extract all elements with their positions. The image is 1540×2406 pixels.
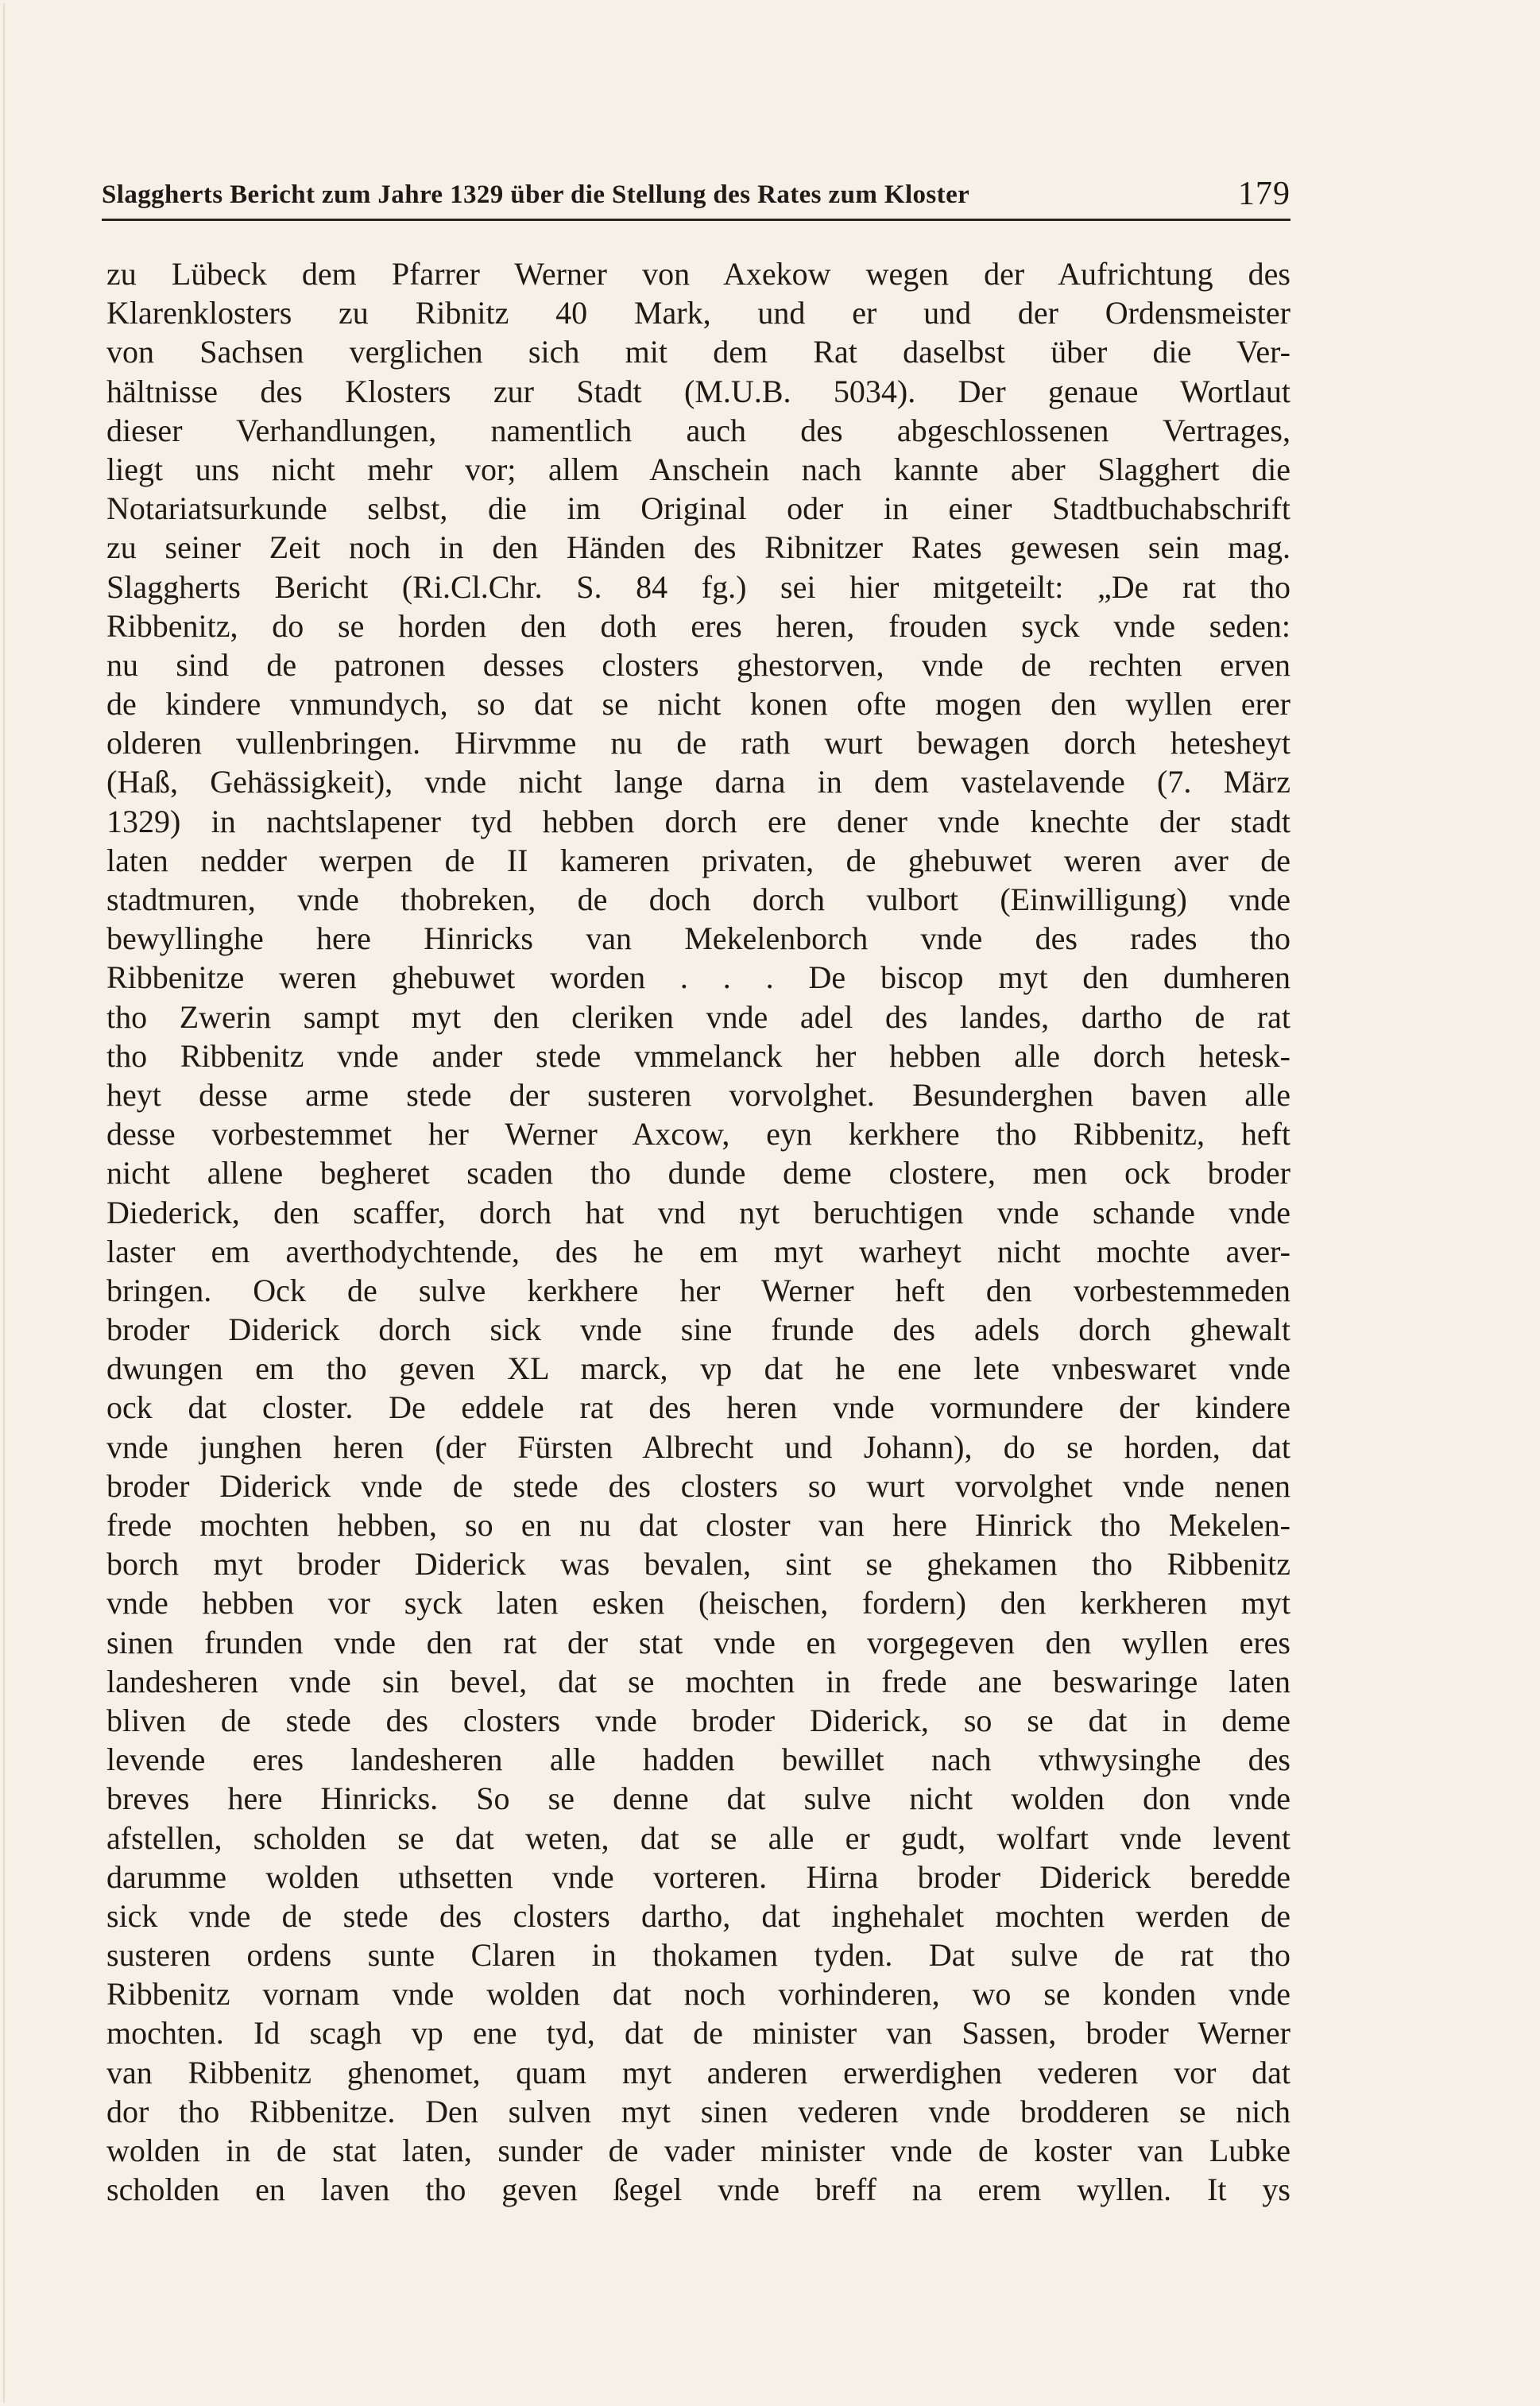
running-head bbox=[102, 172, 1290, 216]
text-line: borch myt broder Diderick was bevalen, sint se ghekamen tho Ribbenitz bbox=[106, 1546, 1290, 1583]
text-line: nu sind de patronen desses closters ghestorven, vnde de rechten erven bbox=[106, 646, 1290, 683]
text-line: bliven de stede des closters vnde broder Diderick, so se dat in deme bbox=[106, 1702, 1290, 1738]
body-text bbox=[106, 254, 1290, 2209]
text-line: darumme wolden uthsetten vnde vorteren. Hirna broder Diderick beredde bbox=[106, 1858, 1290, 1895]
text-line: liegt uns nicht mehr vor; allem Anschein nach kannte aber Slagghert die bbox=[106, 451, 1290, 487]
text-line: van Ribbenitz ghenomet, quam myt anderen erwerdighen vederen vor dat bbox=[106, 2054, 1290, 2090]
text-line: ock dat closter. De eddele rat des heren vnde vormundere der kindere bbox=[106, 1389, 1290, 1426]
text-line: sinen frunden vnde den rat der stat vnde en vorgegeven den wyllen eres bbox=[106, 1624, 1290, 1660]
text-line: Notariatsurkunde selbst, die im Original oder in einer Stadtbuchabschrift bbox=[106, 490, 1290, 527]
text-line: heyt desse arme stede der susteren vorvolghet. Besunderghen baven alle bbox=[106, 1076, 1290, 1113]
text-line: laten nedder werpen de II kameren privaten, de ghebuwet weren aver de bbox=[106, 842, 1290, 878]
text-line: (Haß, Gehässigkeit), vnde nicht lange darna in dem vastelavende (7. März bbox=[106, 764, 1290, 800]
text-line: tho Ribbenitz vnde ander stede vmmelanck her hebben alle dorch hetesk- bbox=[106, 1037, 1290, 1074]
text-line: levende eres landesheren alle hadden bewillet nach vthwysinghe des bbox=[106, 1742, 1290, 1778]
text-line: wolden in de stat laten, sunder de vader minister vnde de koster van Lubke bbox=[106, 2133, 1290, 2168]
text-line: de kindere vnmundych, so dat se nicht konen ofte mogen den wyllen erer bbox=[106, 686, 1290, 723]
text-line: zu seiner Zeit noch in den Händen des Ribnitzer Rates gewesen sein mag. bbox=[106, 529, 1290, 566]
text-line: scholden en laven tho geven ßegel vnde breff na erem wyllen. It ys bbox=[106, 2172, 1290, 2208]
text-line: Slaggherts Bericht (Ri.Cl.Chr. S. 84 fg.) sei hier mitgeteilt: „De rat tho bbox=[106, 568, 1290, 605]
text-line: breves here Hinricks. So se denne dat sulve nicht wolden don vnde bbox=[106, 1780, 1290, 1817]
text-line: bewyllinghe here Hinricks van Mekelenborch vnde des rades tho bbox=[106, 920, 1290, 957]
text-line: sick vnde de stede des closters dartho, dat inghehalet mochten werden de bbox=[106, 1897, 1290, 1934]
text-line: Klarenklosters zu Ribnitz 40 Mark, und er und der Ordensmeister bbox=[106, 295, 1290, 331]
text-line: broder Diderick vnde de stede des closters so wurt vorvolghet vnde nenen bbox=[106, 1467, 1290, 1504]
running-head-title: Slaggherts Bericht zum Jahre 1329 über die Stellung des Rates zum Kloster bbox=[102, 180, 970, 209]
text-line: olderen vullenbringen. Hirvmme nu de rath wurt bewagen dorch hetesheyt bbox=[106, 725, 1290, 761]
text-line: Ribbenitz, do se horden den doth eres heren, frouden syck vnde seden: bbox=[106, 607, 1290, 644]
text-line: von Sachsen verglichen sich mit dem Rat daselbst über die Ver- bbox=[106, 334, 1290, 370]
text-line: Ribbenitz vornam vnde wolden dat noch vorhinderen, wo se konden vnde bbox=[106, 1976, 1290, 2013]
text-line: 1329) in nachtslapener tyd hebben dorch ere dener vnde knechte der stadt bbox=[106, 803, 1290, 839]
text-line: broder Diderick dorch sick vnde sine frunde des adels dorch ghewalt bbox=[106, 1311, 1290, 1348]
text-line: vnde hebben vor syck laten esken (heischen, fordern) den kerkheren myt bbox=[106, 1585, 1290, 1621]
text-line: laster em averthodychtende, des he em myt warheyt nicht mochte aver- bbox=[106, 1233, 1290, 1269]
text-line: dieser Verhandlungen, namentlich auch des abgeschlossenen Vertrages, bbox=[106, 412, 1290, 448]
text-line: bringen. Ock de sulve kerkhere her Werner heft den vorbestemmeden bbox=[106, 1272, 1290, 1308]
text-line: frede mochten hebben, so en nu dat closter van here Hinrick tho Mekelen- bbox=[106, 1507, 1290, 1543]
header-rule bbox=[102, 219, 1290, 221]
text-line: desse vorbestemmet her Werner Axcow, eyn kerkhere tho Ribbenitz, heft bbox=[106, 1116, 1290, 1153]
text-line: landesheren vnde sin bevel, dat se mochten in frede ane beswaringe laten bbox=[106, 1663, 1290, 1699]
text-line: afstellen, scholden se dat weten, dat se alle er gudt, wolfart vnde levent bbox=[106, 1819, 1290, 1856]
text-line: dor tho Ribbenitze. Den sulven myt sinen vederen vnde brodderen se nich bbox=[106, 2093, 1290, 2129]
text-line: tho Zwerin sampt myt den cleriken vnde adel des landes, dartho de rat bbox=[106, 998, 1290, 1035]
text-line: Ribbenitze weren ghebuwet worden . . . De biscop myt den dumheren bbox=[106, 959, 1290, 996]
text-line: mochten. Id scagh vp ene tyd, dat de minister van Sassen, broder Werner bbox=[106, 2015, 1290, 2051]
text-line: vnde junghen heren (der Fürsten Albrecht und Johann), do se horden, dat bbox=[106, 1428, 1290, 1465]
page-number: 179 bbox=[1238, 176, 1290, 212]
text-line: stadtmuren, vnde thobreken, de doch dorch vulbort (Einwilligung) vnde bbox=[106, 881, 1290, 917]
text-line: nicht allene begheret scaden tho dunde deme clostere, men ock broder bbox=[106, 1155, 1290, 1191]
text-line: Diederick, den scaffer, dorch hat vnd nyt beruchtigen vnde schande vnde bbox=[106, 1194, 1290, 1230]
text-line: dwungen em tho geven XL marck, vp dat he ene lete vnbeswaret vnde bbox=[106, 1350, 1290, 1387]
text-line: hältnisse des Klosters zur Stadt (M.U.B. 5034). Der genaue Wortlaut bbox=[106, 373, 1290, 409]
text-line: susteren ordens sunte Claren in thokamen tyden. Dat sulve de rat tho bbox=[106, 1937, 1290, 1974]
text-line: zu Lübeck dem Pfarrer Werner von Axekow wegen der Aufrichtung des bbox=[106, 256, 1290, 292]
